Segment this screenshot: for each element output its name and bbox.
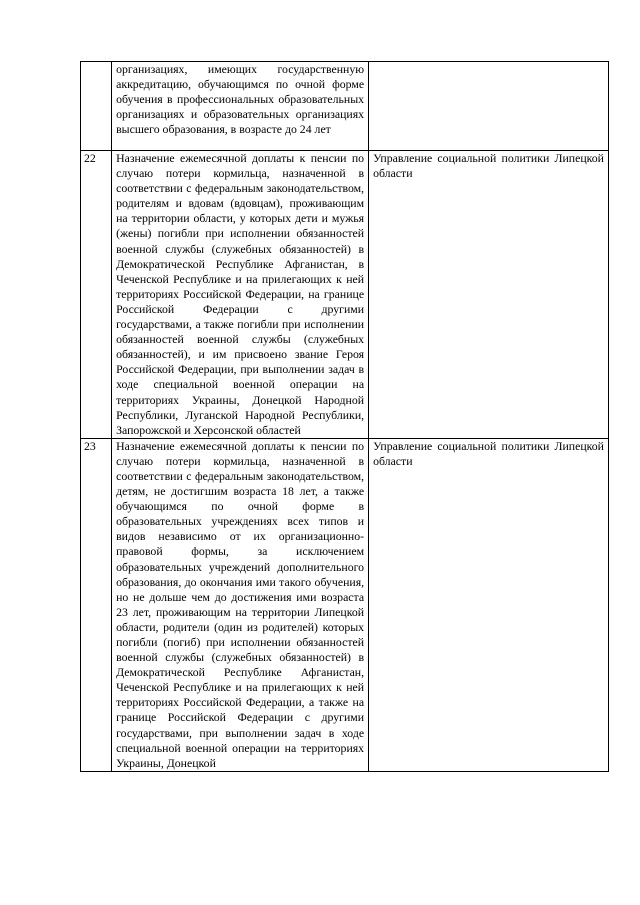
- document-page: [80, 61, 609, 772]
- service-description: организациях, имеющих государственную аккредитацию, обучающимся по очной форме обучения в профессиональных образовательных организациях и образовательных организациях высшего образования, в возрасте до 24 лет: [112, 62, 369, 151]
- responsible-organization: [369, 62, 609, 151]
- service-description: Назначение ежемесячной доплаты к пенсии по случаю потери кормильца, назначенной в соответствии с федеральным законодательством, родителям и вдовам (вдовцам), проживающим на территории области, у которых дети и мужья (жены) погибли при исполнении обязанностей военной службы (служебных обязанностей) в Демократической Республике Афганистан, в Чеченской Республике и на прилегающих к ней территориях Российской Федерации, на границе Российской Федерации с другими государствами, а также погибли при исполнении обязанностей военной службы (служебных обязанностей), и им присвоено звание Героя Российской Федерации, при выполнении задач в ходе специальной военной операции на территориях Украины, Донецкой Народной Республики, Луганской Народной Республики, Запорожской и Херсонской областей: [112, 151, 369, 439]
- table-row: [81, 438, 609, 771]
- table-row: [81, 62, 609, 151]
- services-table: [80, 61, 609, 772]
- table-row: [81, 151, 609, 439]
- row-number: [81, 62, 112, 151]
- responsible-organization: Управление социальной политики Липецкой области: [369, 438, 609, 771]
- row-number: 23: [81, 438, 112, 771]
- row-number: 22: [81, 151, 112, 439]
- service-description: Назначение ежемесячной доплаты к пенсии по случаю потери кормильца, назначенной в соответствии с федеральным законодательством, детям, не достигшим возраста 18 лет, а также обучающимся по очной форме в образовательных учреждениях всех типов и видов независимо от их организационно-правовой формы, за исключением образовательных учреждений дополнительного образования, до окончания ими такого обучения, но не дольше чем до достижения ими возраста 23 лет, проживающим на территории Липецкой области, родители (один из родителей) которых погибли (погиб) при исполнении обязанностей военной службы (служебных обязанностей) в Демократической Республике Афганистан, Чеченской Республике и на прилегающих к ней территориях Российской Федерации, а также на границе Российской Федерации с другими государствами, при выполнении задач в ходе специальной военной операции на территориях Украины, Донецкой: [112, 438, 369, 771]
- responsible-organization: Управление социальной политики Липецкой области: [369, 151, 609, 439]
